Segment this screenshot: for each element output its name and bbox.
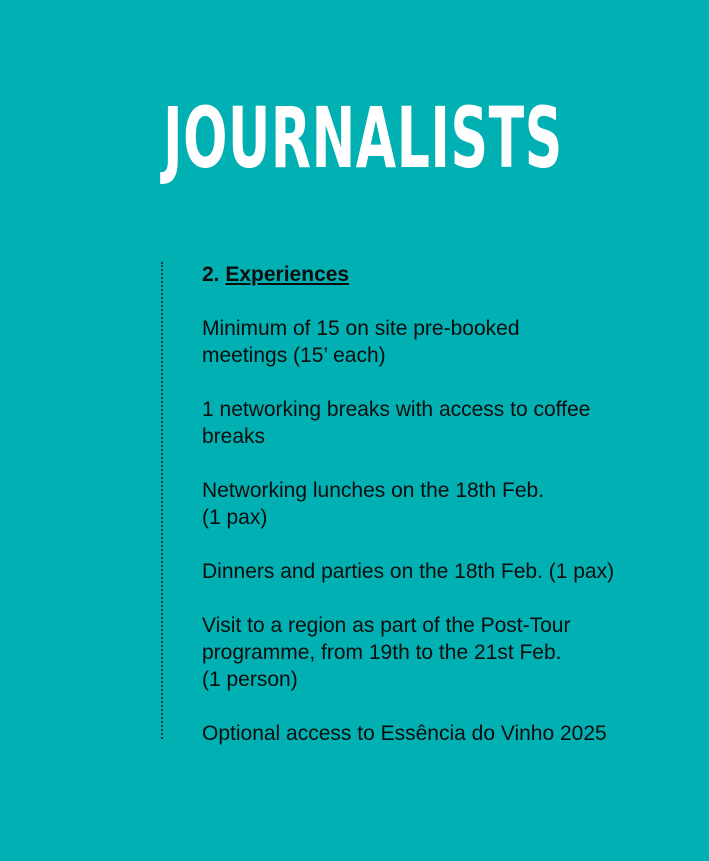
- list-item: [202, 558, 662, 585]
- item-line: Visit to a region as part of the Post-Tour: [202, 614, 571, 637]
- item-line: 1 networking breaks with access to coffee: [202, 398, 591, 421]
- item-line: (1 pax): [202, 506, 268, 529]
- page-title: JOURNALISTS: [163, 89, 563, 187]
- item-line: (1 person): [202, 668, 298, 691]
- experiences-section: [202, 261, 662, 747]
- item-line: meetings (15’ each): [202, 344, 386, 367]
- section-heading-text: Experiences: [225, 263, 350, 286]
- list-item: [202, 477, 662, 531]
- list-item: [202, 315, 662, 369]
- item-line: programme, from 19th to the 21st Feb.: [202, 641, 562, 664]
- item-line: Networking lunches on the 18th Feb.: [202, 479, 545, 502]
- item-line: Minimum of 15 on site pre-booked: [202, 317, 520, 340]
- item-line: Dinners and parties on the 18th Feb. (1 pax): [202, 560, 615, 583]
- list-item: [202, 396, 662, 450]
- section-heading: [202, 261, 662, 288]
- item-line: breaks: [202, 425, 266, 448]
- dotted-divider: [161, 262, 163, 739]
- list-item: [202, 720, 662, 747]
- section-number: 2.: [202, 263, 226, 286]
- item-line: Optional access to Essência do Vinho 2025: [202, 722, 607, 745]
- list-item: [202, 612, 662, 693]
